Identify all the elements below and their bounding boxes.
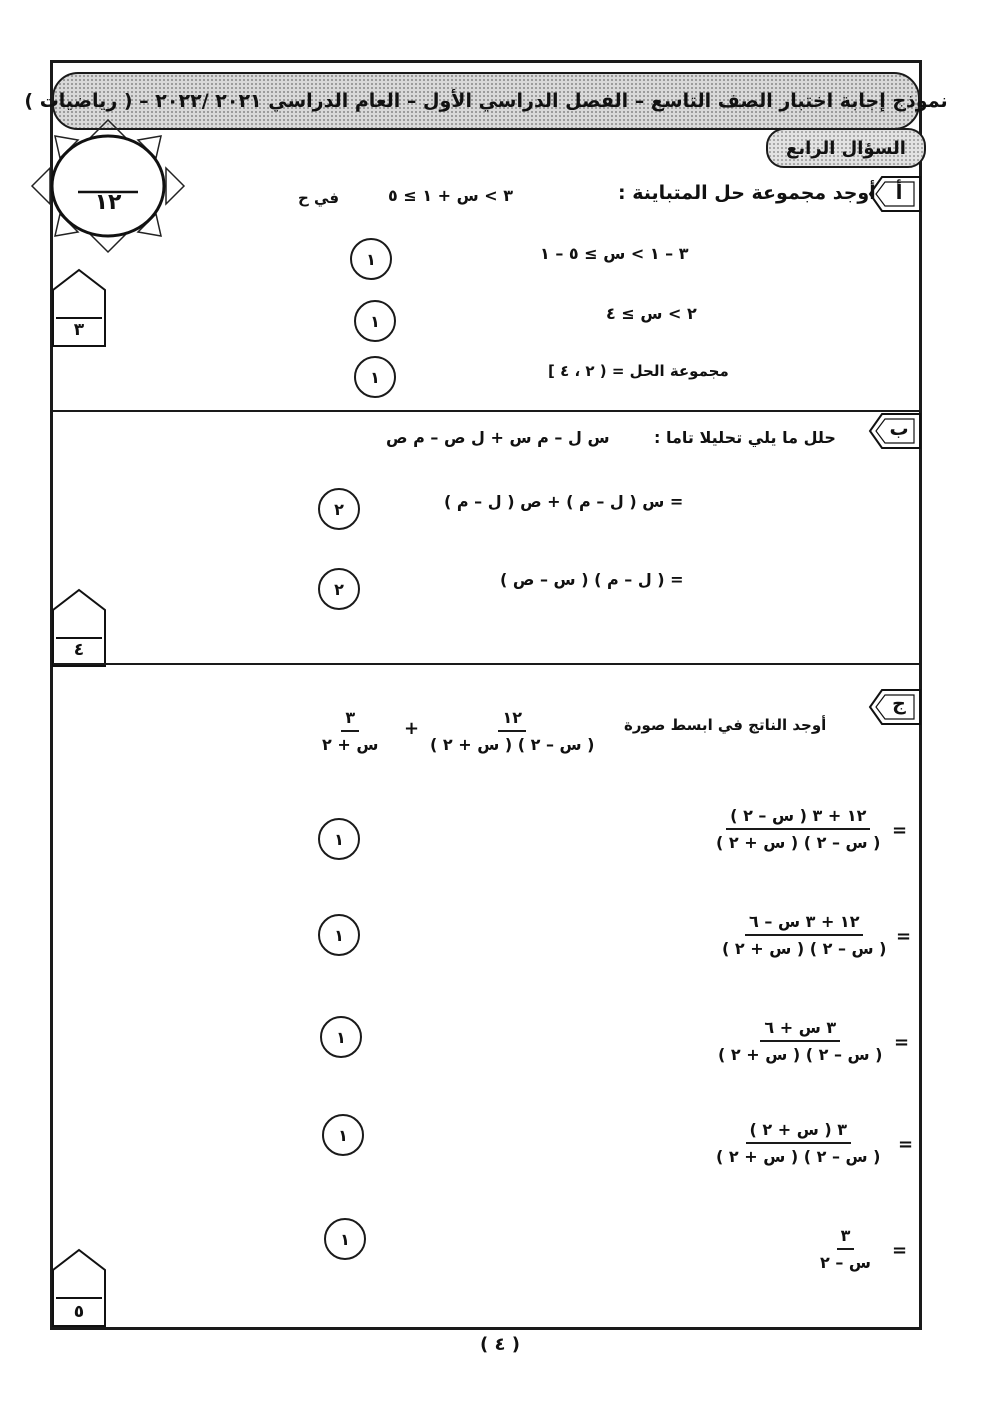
fraction-denominator: س + ٢ [322,735,379,754]
part-a-inequality: ٣ > س + ١ ≥ ٥ [388,186,514,205]
total-score-badge [30,118,186,254]
part-a-score: ٣ [73,320,85,340]
part-b-label: ب [889,418,909,440]
part-c-fraction-1 [430,708,595,754]
part-c-label: ج [892,693,906,715]
fraction-numerator: ١٢ [498,708,526,732]
fraction-numerator: ١٢ + ٣ ( س – ٢ ) [726,806,870,830]
part-c-step-4 [716,1120,881,1166]
part-b-score: ٤ [73,640,85,660]
fraction-numerator: ١٢ + ٣ س – ٦ [745,912,863,936]
fraction-numerator: ٣ س + ٦ [760,1018,840,1042]
equals-sign: = [896,926,912,947]
mark-circle: ١ [318,818,360,860]
part-c-step-1 [716,806,881,852]
fraction-numerator: ٣ [837,1226,855,1250]
part-a-domain: في ح [298,189,340,207]
equals-sign: = [898,1134,914,1155]
fraction-denominator: ( س – ٢ ) ( س + ٢ ) [716,833,881,852]
mark-circle: ١ [320,1016,362,1058]
part-b-prompt: حلل ما يلي تحليلا تاما : [654,428,836,447]
fraction-denominator: ( س – ٢ ) ( س + ٢ ) [718,1045,883,1064]
part-c-step-2 [722,912,887,958]
divider [53,410,919,412]
mark-circle: ١ [350,238,392,280]
part-a-label: أ [895,180,903,204]
part-c-prompt: أوجد الناتج في ابسط صورة [624,716,827,734]
mark-circle: ١ [354,356,396,398]
part-b-step-1: = س ( ل – م ) + ص ( ل – م ) [444,492,684,511]
part-a-step-1: ٣ – ١ > س ≥ ٥ – ١ [540,244,689,263]
mark-circle: ٢ [318,488,360,530]
part-b-step-2: = ( ل – م ) ( س – ص ) [500,570,684,589]
fraction-numerator: ٣ [341,708,359,732]
divider [53,663,919,665]
page-number: ( ٤ ) [480,1334,520,1355]
mark-circle: ١ [322,1114,364,1156]
part-a-prompt: أوجد مجموعة حل المتباينة : [618,182,876,204]
mark-circle: ١ [318,914,360,956]
mark-circle: ٢ [318,568,360,610]
part-a-step-3: مجموعة الحل = ( ٢ ، ٤ ] [548,362,729,380]
fraction-denominator: ( س – ٢ ) ( س + ٢ ) [722,939,887,958]
part-c-score: ٥ [73,1302,85,1322]
part-c-step-5 [820,1226,871,1272]
part-c-step-3 [718,1018,883,1064]
equals-sign: = [892,820,908,841]
fraction-denominator: ( س – ٢ ) ( س + ٢ ) [716,1147,881,1166]
exam-title: نموذج إجابة اختبار الصف التاسع – الفصل الدراسي الأول – العام الدراسي ٢٠٢١ /٢٠٢٢ – ( رياضيات ) [24,90,948,112]
fraction-denominator: ( س – ٢ ) ( س + ٢ ) [430,735,595,754]
question-title: السؤال الرابع [766,128,926,168]
plus-sign: + [404,718,420,739]
mark-circle: ١ [324,1218,366,1260]
part-c-fraction-2 [322,708,378,754]
fraction-denominator: س – ٢ [820,1253,871,1272]
fraction-numerator: ٣ ( س + ٢ ) [746,1120,852,1144]
mark-circle: ١ [354,300,396,342]
equals-sign: = [892,1240,908,1261]
part-b-expression: س ل – م س + ل ص – م ص [386,428,610,447]
part-a-step-2: ٢ > س ≥ ٤ [606,304,697,323]
equals-sign: = [894,1032,910,1053]
total-score: ١٢ [94,190,122,215]
